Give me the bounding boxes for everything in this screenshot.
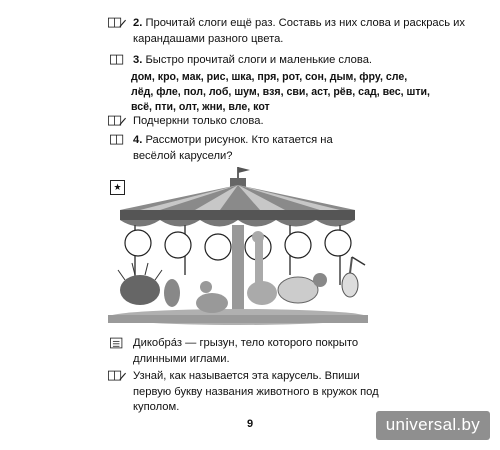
book-icon bbox=[108, 54, 126, 66]
book-pencil-icon bbox=[108, 17, 126, 29]
carousel-illustration bbox=[100, 165, 390, 330]
book-pencil-icon bbox=[108, 370, 126, 382]
star-icon: ★ bbox=[110, 180, 125, 195]
task-2-text bbox=[133, 16, 473, 47]
task-4-instruction: Рассмотри рисунок. Кто катается на весёлой карусели? bbox=[133, 134, 333, 162]
watermark: universal.by bbox=[376, 411, 490, 440]
task-2-number: 2. bbox=[133, 17, 143, 29]
task-2-instruction: Прочитай слоги ещё раз. Составь из них слова и раскрась их карандашами разного цвета. bbox=[133, 17, 466, 45]
underline-text: Подчеркни только слова. bbox=[133, 115, 264, 127]
porcupine-note-text: Дикобра́з — грызун, тело которого покрыто длинными иглами. bbox=[133, 337, 359, 365]
task-3-instruction: Быстро прочитай слоги и маленькие слова. bbox=[145, 54, 373, 66]
task-3-number: 3. bbox=[133, 54, 143, 66]
task-4-number: 4. bbox=[133, 134, 143, 146]
info-icon bbox=[108, 337, 126, 349]
book-pencil-icon bbox=[108, 115, 126, 127]
syllables-list: дом, кро, мак, рис, шка, пря, рот, сон, дым, фру, сле, лёд, фле, пол, лоб, шум, взя, сви, аст, рёв, сад, вес, шти, всё, пти, олт, жни, вле, кот bbox=[131, 71, 430, 113]
final-task-text: Узнай, как называется эта карусель. Впиши первую букву названия животного в кружок под куполом. bbox=[133, 370, 379, 413]
task-3-text bbox=[133, 53, 473, 69]
page-number: 9 bbox=[246, 418, 254, 430]
book-icon bbox=[108, 134, 126, 146]
task-4-text bbox=[133, 133, 363, 164]
